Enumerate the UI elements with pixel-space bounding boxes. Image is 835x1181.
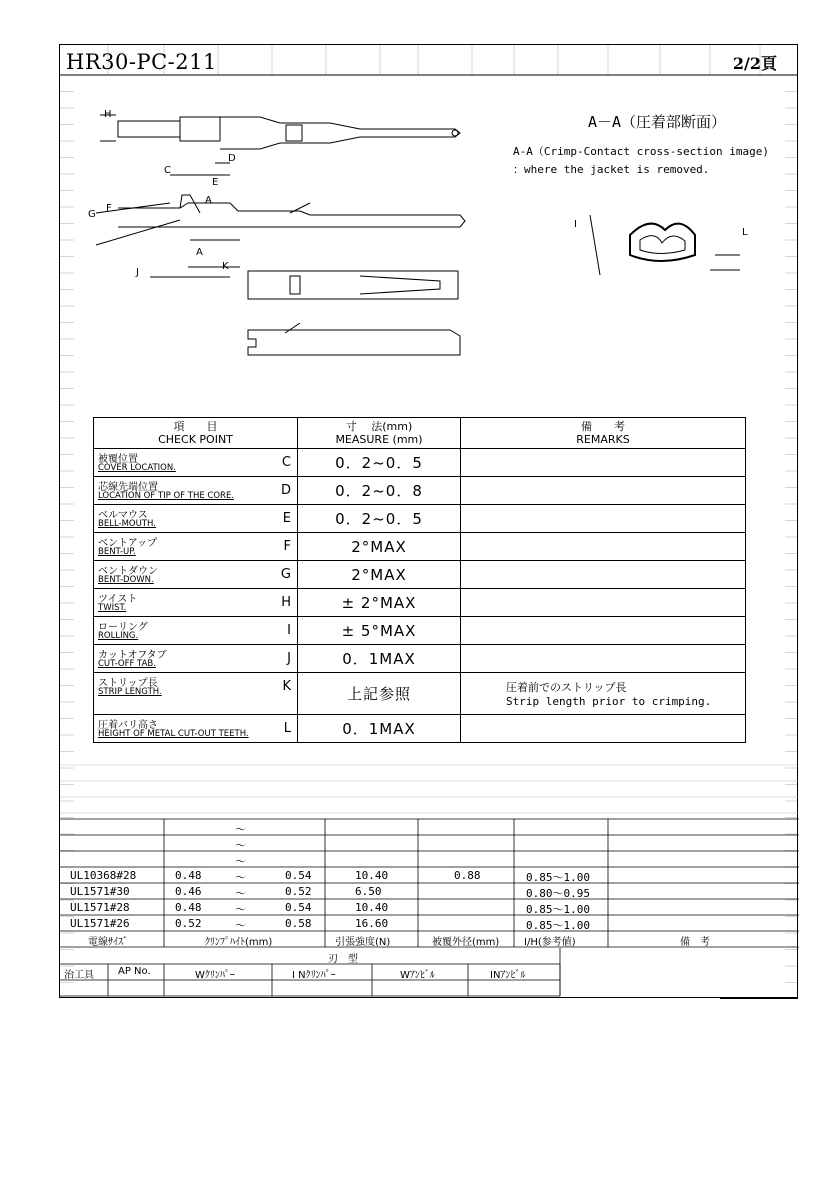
- tilde: ～: [235, 871, 246, 884]
- tilde: ～: [235, 839, 246, 852]
- check-measure: 0．2~0．5: [298, 505, 461, 533]
- check-item-jp: ツイスト: [98, 594, 138, 605]
- check-item: [94, 673, 298, 715]
- check-remark: [461, 477, 746, 505]
- page-number: 2/2頁: [732, 54, 777, 73]
- check-item-en: HEIGHT OF METAL CUT-OUT TEETH.: [98, 729, 249, 739]
- check-measure: 上記参照: [298, 673, 461, 715]
- check-item-letter: F: [283, 539, 291, 554]
- hdr-ih: I/H(参考値): [524, 937, 576, 948]
- check-row: [94, 617, 746, 645]
- check-item-letter: C: [281, 455, 291, 470]
- ih-value: 0.85～1.00: [526, 903, 590, 916]
- tensile: 16.60: [355, 917, 389, 930]
- check-measure: 2°MAX: [298, 561, 461, 589]
- check-item: [94, 449, 298, 477]
- footer-line: [720, 998, 798, 999]
- check-item-jp: 被覆位置: [98, 454, 138, 465]
- check-point-header: 項 目 CHECK POINT: [94, 418, 298, 449]
- check-item-letter: K: [282, 679, 291, 694]
- check-item-en: BELL-MOUTH.: [98, 519, 156, 529]
- check-remark: [461, 589, 746, 617]
- check-item-letter: D: [280, 483, 291, 498]
- crimp-min: 0.52: [175, 917, 202, 930]
- tilde: ～: [235, 919, 246, 932]
- check-row: [94, 673, 746, 715]
- check-item-en: BENT-DOWN.: [98, 575, 154, 585]
- crimp-max: 0.54: [285, 901, 312, 914]
- check-measure: 0．1MAX: [298, 715, 461, 743]
- measure-header: 寸 法(mm) MEASURE (mm): [298, 418, 461, 449]
- check-remark: [461, 715, 746, 743]
- check-remark: [461, 561, 746, 589]
- ih-value: 0.80～0.95: [526, 887, 590, 900]
- check-measure: 2°MAX: [298, 533, 461, 561]
- check-item-en: STRIP LENGTH.: [98, 687, 162, 697]
- tensile: 10.40: [355, 901, 389, 914]
- check-remark: [461, 617, 746, 645]
- check-remark: [461, 449, 746, 477]
- check-item-en: COVER LOCATION.: [98, 463, 176, 473]
- check-item-jp: ベルマウス: [98, 510, 148, 521]
- blade-label: 刃 型: [328, 954, 358, 965]
- tilde: ～: [235, 887, 246, 900]
- check-item-jp: ローリング: [98, 622, 148, 633]
- dim-label-j: J: [136, 267, 139, 278]
- contact-bottom: [248, 271, 458, 299]
- check-item-en: CUT-OFF TAB.: [98, 659, 156, 669]
- dim-label-e: E: [212, 177, 219, 188]
- dim-label-g: G: [88, 209, 96, 220]
- check-row: [94, 505, 746, 533]
- tilde: ～: [235, 855, 246, 868]
- hdr-tensile: 引張強度(N): [335, 937, 391, 948]
- hdr-wire: 電線ｻｲｽﾞ: [88, 937, 128, 948]
- check-item-letter: J: [287, 651, 291, 666]
- check-row: [94, 589, 746, 617]
- tool-label: 治工具: [64, 970, 94, 981]
- section-title: A－A（圧着部断面）: [588, 113, 727, 131]
- check-item-jp: 芯線先端位置: [98, 482, 158, 493]
- check-row: [94, 715, 746, 743]
- hdr-remarks: 備 考: [680, 937, 710, 948]
- outer-diameter: 0.88: [454, 869, 481, 882]
- document-title: HR30-PC-211: [66, 50, 217, 74]
- dim-label-k: K: [222, 261, 229, 272]
- check-measure: 0．2~0．8: [298, 477, 461, 505]
- dim-label-f: F: [106, 203, 112, 214]
- check-item-jp: カットオフタブ: [98, 650, 167, 661]
- check-item-letter: I: [287, 623, 291, 638]
- check-item: [94, 645, 298, 673]
- check-measure: ± 2°MAX: [298, 589, 461, 617]
- cable-jacket-top: [118, 121, 180, 137]
- drawing-sheet: [59, 44, 798, 998]
- remarks-header: 備 考 REMARKS: [461, 418, 746, 449]
- section-note-line2: ：where the jacket is removed.: [513, 163, 710, 176]
- check-item-en: LOCATION OF TIP OF THE CORE.: [98, 491, 235, 501]
- crimp-max: 0.52: [285, 885, 312, 898]
- check-item: [94, 561, 298, 589]
- ih-value: 0.85～1.00: [526, 919, 590, 932]
- check-row: [94, 561, 746, 589]
- check-item-letter: H: [281, 595, 291, 610]
- crimp-max: 0.54: [285, 869, 312, 882]
- hdr-od: 被覆外径(mm): [432, 937, 500, 948]
- check-measure: ± 5°MAX: [298, 617, 461, 645]
- ap-label: AP No.: [118, 966, 151, 977]
- tensile: 10.40: [355, 869, 389, 882]
- check-item-jp: ベントダウン: [98, 566, 158, 577]
- w-anvil-label: Wｱﾝﾋﾞﾙ: [400, 970, 435, 981]
- check-item-en: ROLLING.: [98, 631, 139, 641]
- crimp-min: 0.46: [175, 885, 202, 898]
- dim-label-l: L: [742, 227, 748, 238]
- check-item: [94, 715, 298, 743]
- check-remark: [461, 505, 746, 533]
- check-row: [94, 449, 746, 477]
- ih-value: 0.85～1.00: [526, 871, 590, 884]
- check-measure: 0．2~0．5: [298, 449, 461, 477]
- check-item-en: BENT-UP.: [98, 547, 136, 557]
- contact-body-top: [220, 117, 460, 149]
- in-anvil-label: INｱﾝﾋﾞﾙ: [490, 970, 526, 981]
- in-crimper-label: I Nｸﾘﾝﾊﾟｰ: [292, 970, 336, 981]
- contact-lowest: [248, 330, 460, 355]
- check-remark: [461, 533, 746, 561]
- crimp-max: 0.58: [285, 917, 312, 930]
- dim-label-h: H: [104, 109, 112, 120]
- check-item-jp: 圧着バリ高さ: [98, 720, 158, 731]
- check-item-letter: G: [280, 567, 291, 582]
- dim-label-d: D: [228, 153, 236, 164]
- check-item-jp: ストリップ長: [98, 678, 158, 689]
- check-item-jp: ベントアップ: [98, 538, 157, 549]
- w-crimper-label: Wｸﾘﾝﾊﾟｰ: [195, 970, 235, 981]
- crimp-min: 0.48: [175, 869, 202, 882]
- dim-label-a: A: [205, 195, 212, 206]
- crimp-min: 0.48: [175, 901, 202, 914]
- section-note-line1: A-A（Crimp-Contact cross-section image): [513, 145, 770, 158]
- wire-size: UL10368#28: [70, 869, 137, 882]
- crimp-barrel-top: [180, 117, 220, 141]
- check-item: [94, 477, 298, 505]
- dim-label-i: I: [574, 219, 577, 230]
- check-remark: [461, 645, 746, 673]
- wire-size: UL1571#28: [70, 901, 130, 914]
- wire-size: UL1571#30: [70, 885, 130, 898]
- check-row: [94, 533, 746, 561]
- check-item: [94, 505, 298, 533]
- check-item: [94, 617, 298, 645]
- check-item: [94, 589, 298, 617]
- dim-label-a: A: [196, 247, 203, 258]
- check-row: [94, 645, 746, 673]
- check-item-letter: L: [283, 721, 291, 736]
- contact-drawing: [60, 45, 799, 405]
- check-point-table: [93, 417, 746, 743]
- check-item-letter: E: [282, 511, 291, 526]
- check-measure: 0．1MAX: [298, 645, 461, 673]
- hdr-crimp: ｸﾘﾝﾌﾟﾊｲﾄ(mm): [205, 937, 273, 948]
- check-item: [94, 533, 298, 561]
- section-note: [513, 143, 769, 179]
- tensile: 6.50: [355, 885, 382, 898]
- check-item-en: TWIST.: [98, 603, 127, 613]
- check-remark: 圧着前でのストリップ長 Strip length prior to crimping.: [461, 673, 746, 715]
- tilde: ～: [235, 823, 246, 836]
- dim-label-c: C: [164, 165, 171, 176]
- tilde: ～: [235, 903, 246, 916]
- check-row: [94, 477, 746, 505]
- wire-size: UL1571#26: [70, 917, 130, 930]
